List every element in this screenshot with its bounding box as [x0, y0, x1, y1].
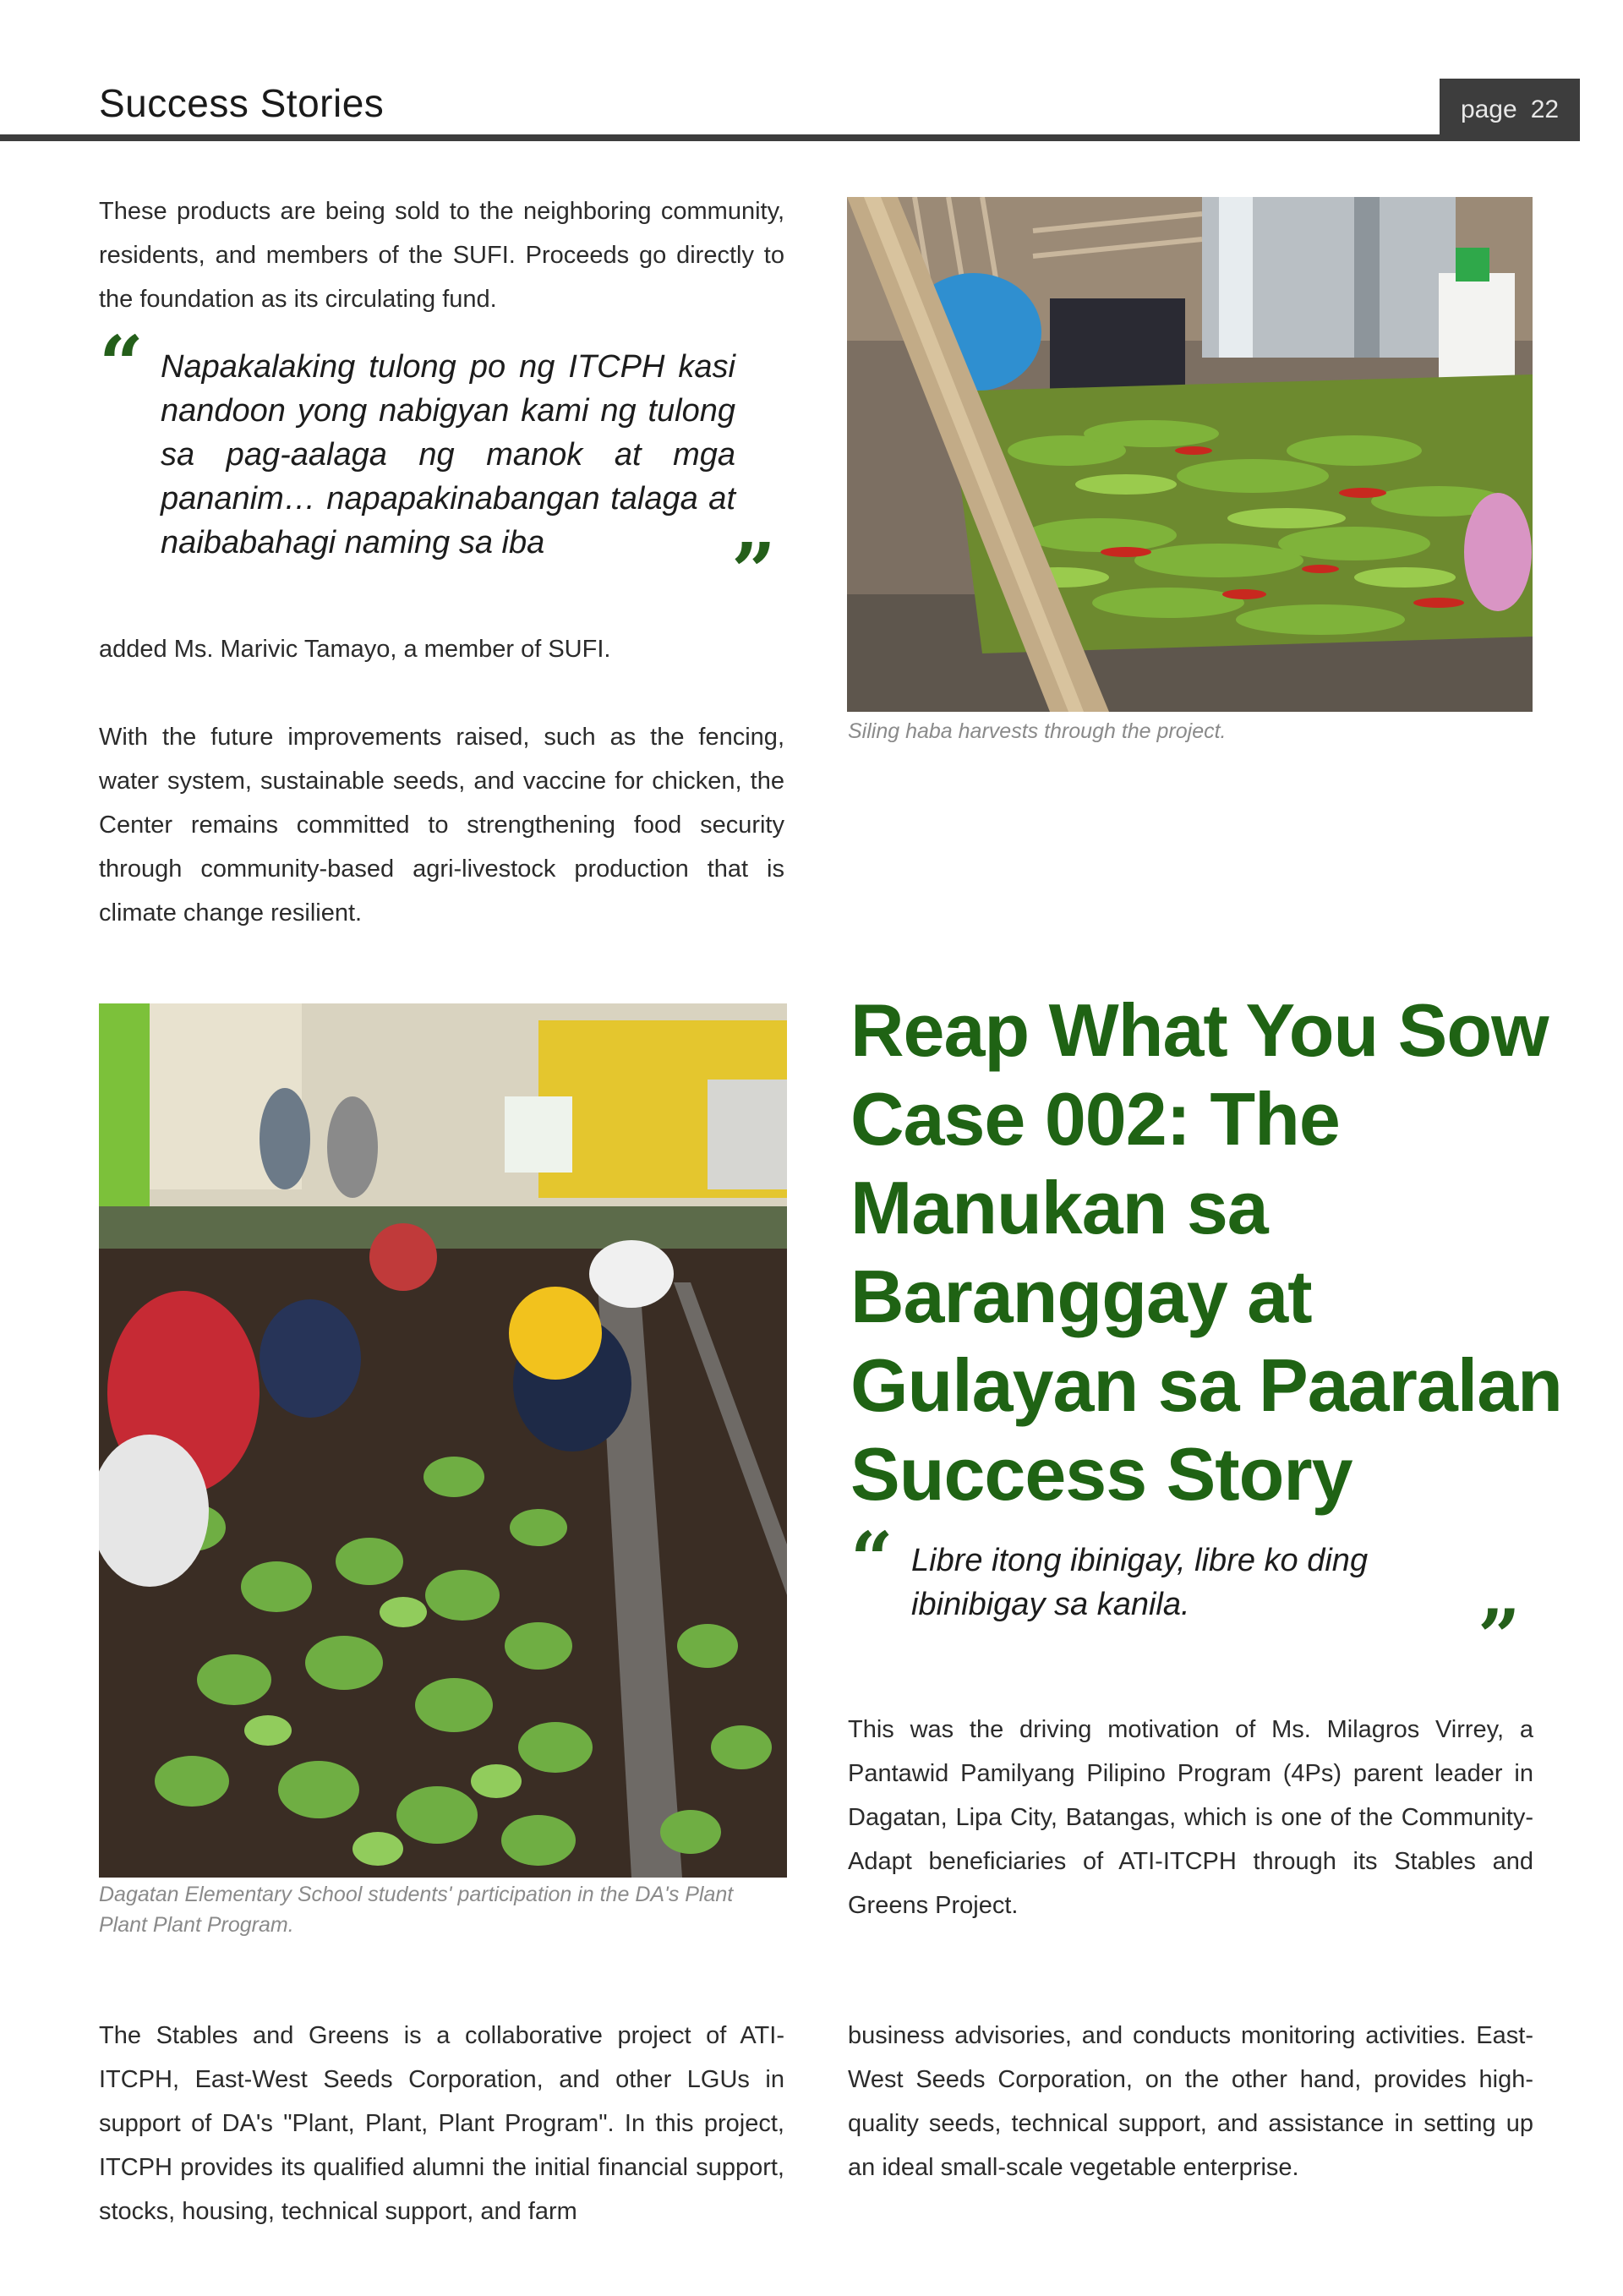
motivation-quote: Libre itong ibinigay, libre ko ding ibinibigay sa kanila. [911, 1543, 1369, 1622]
story-heading: Reap What You Sow Case 002: The Manukan sa Baranggay at Gulayan sa Paaralan Success Story [850, 988, 1562, 1516]
testimonial-quote: Napakalaking tulong po ng ITCPH kasi nandoon yong nabigyan kami ng tulong sa pag-aalaga ng manok at mga pananim… napapakinabangan talaga at naibabahagi naming sa iba [161, 349, 735, 560]
project-paragraph-left: The Stables and Greens is a collaborative project of ATI-ITCPH, East-West Seeds Corporation, and other LGUs in support of DA's "Plant, Plant, Plant Program". In this project, ITCPH provides its qualified alumni the initial financial support, stocks, housing, technical support, and farm [99, 2022, 784, 2225]
chili-harvest-image [847, 197, 1533, 712]
school-garden-photo [99, 1003, 787, 1878]
open-quote-icon: “ [99, 319, 144, 410]
close-quote-icon-2: ” [1478, 1593, 1521, 1681]
page-label: page [1460, 96, 1517, 123]
attribution-text: added Ms. Marivic Tamayo, a member of SUFI. [99, 636, 611, 663]
section-title: Success Stories [99, 81, 385, 125]
future-improvements-paragraph: With the future improvements raised, such as the fencing, water system, sustainable seeds, and vaccine for chicken, the Center remains committed to strengthening food security through community-based agri-livestock production that is climate change resilient. [99, 724, 784, 927]
intro-paragraph: These products are being sold to the neighboring community, residents, and members of the SUFI. Proceeds go directly to the foundation as its circulating fund. [99, 198, 784, 313]
chili-photo-caption: Siling haba harvests through the project. [848, 719, 1227, 743]
garden-photo-caption: Dagatan Elementary School students' participation in the DA's Plant Plant Plant Program. [99, 1883, 734, 1937]
project-paragraph-right: business advisories, and conducts monitoring activities. East-West Seeds Corporation, on the other hand, provides high-quality seeds, technical support, and assistance in setting up an ideal small-scale vegetable enterprise. [848, 2022, 1533, 2181]
open-quote-icon-2: “ [850, 1515, 893, 1603]
school-garden-image [99, 1003, 787, 1878]
page-number-badge [1440, 79, 1580, 141]
close-quote-icon: ” [731, 526, 776, 617]
header-rule [0, 134, 1580, 141]
chili-harvest-photo [847, 197, 1533, 712]
page-number: 22 [1530, 96, 1560, 123]
motivation-paragraph: This was the driving motivation of Ms. Milagros Virrey, a Pantawid Pamilyang Pilipino Program (4Ps) parent leader in Dagatan, Lipa City, Batangas, which is one of the Community-Adapt beneficiaries of ATI-ITCPH through its Stables and Greens Project. [848, 1716, 1533, 1919]
